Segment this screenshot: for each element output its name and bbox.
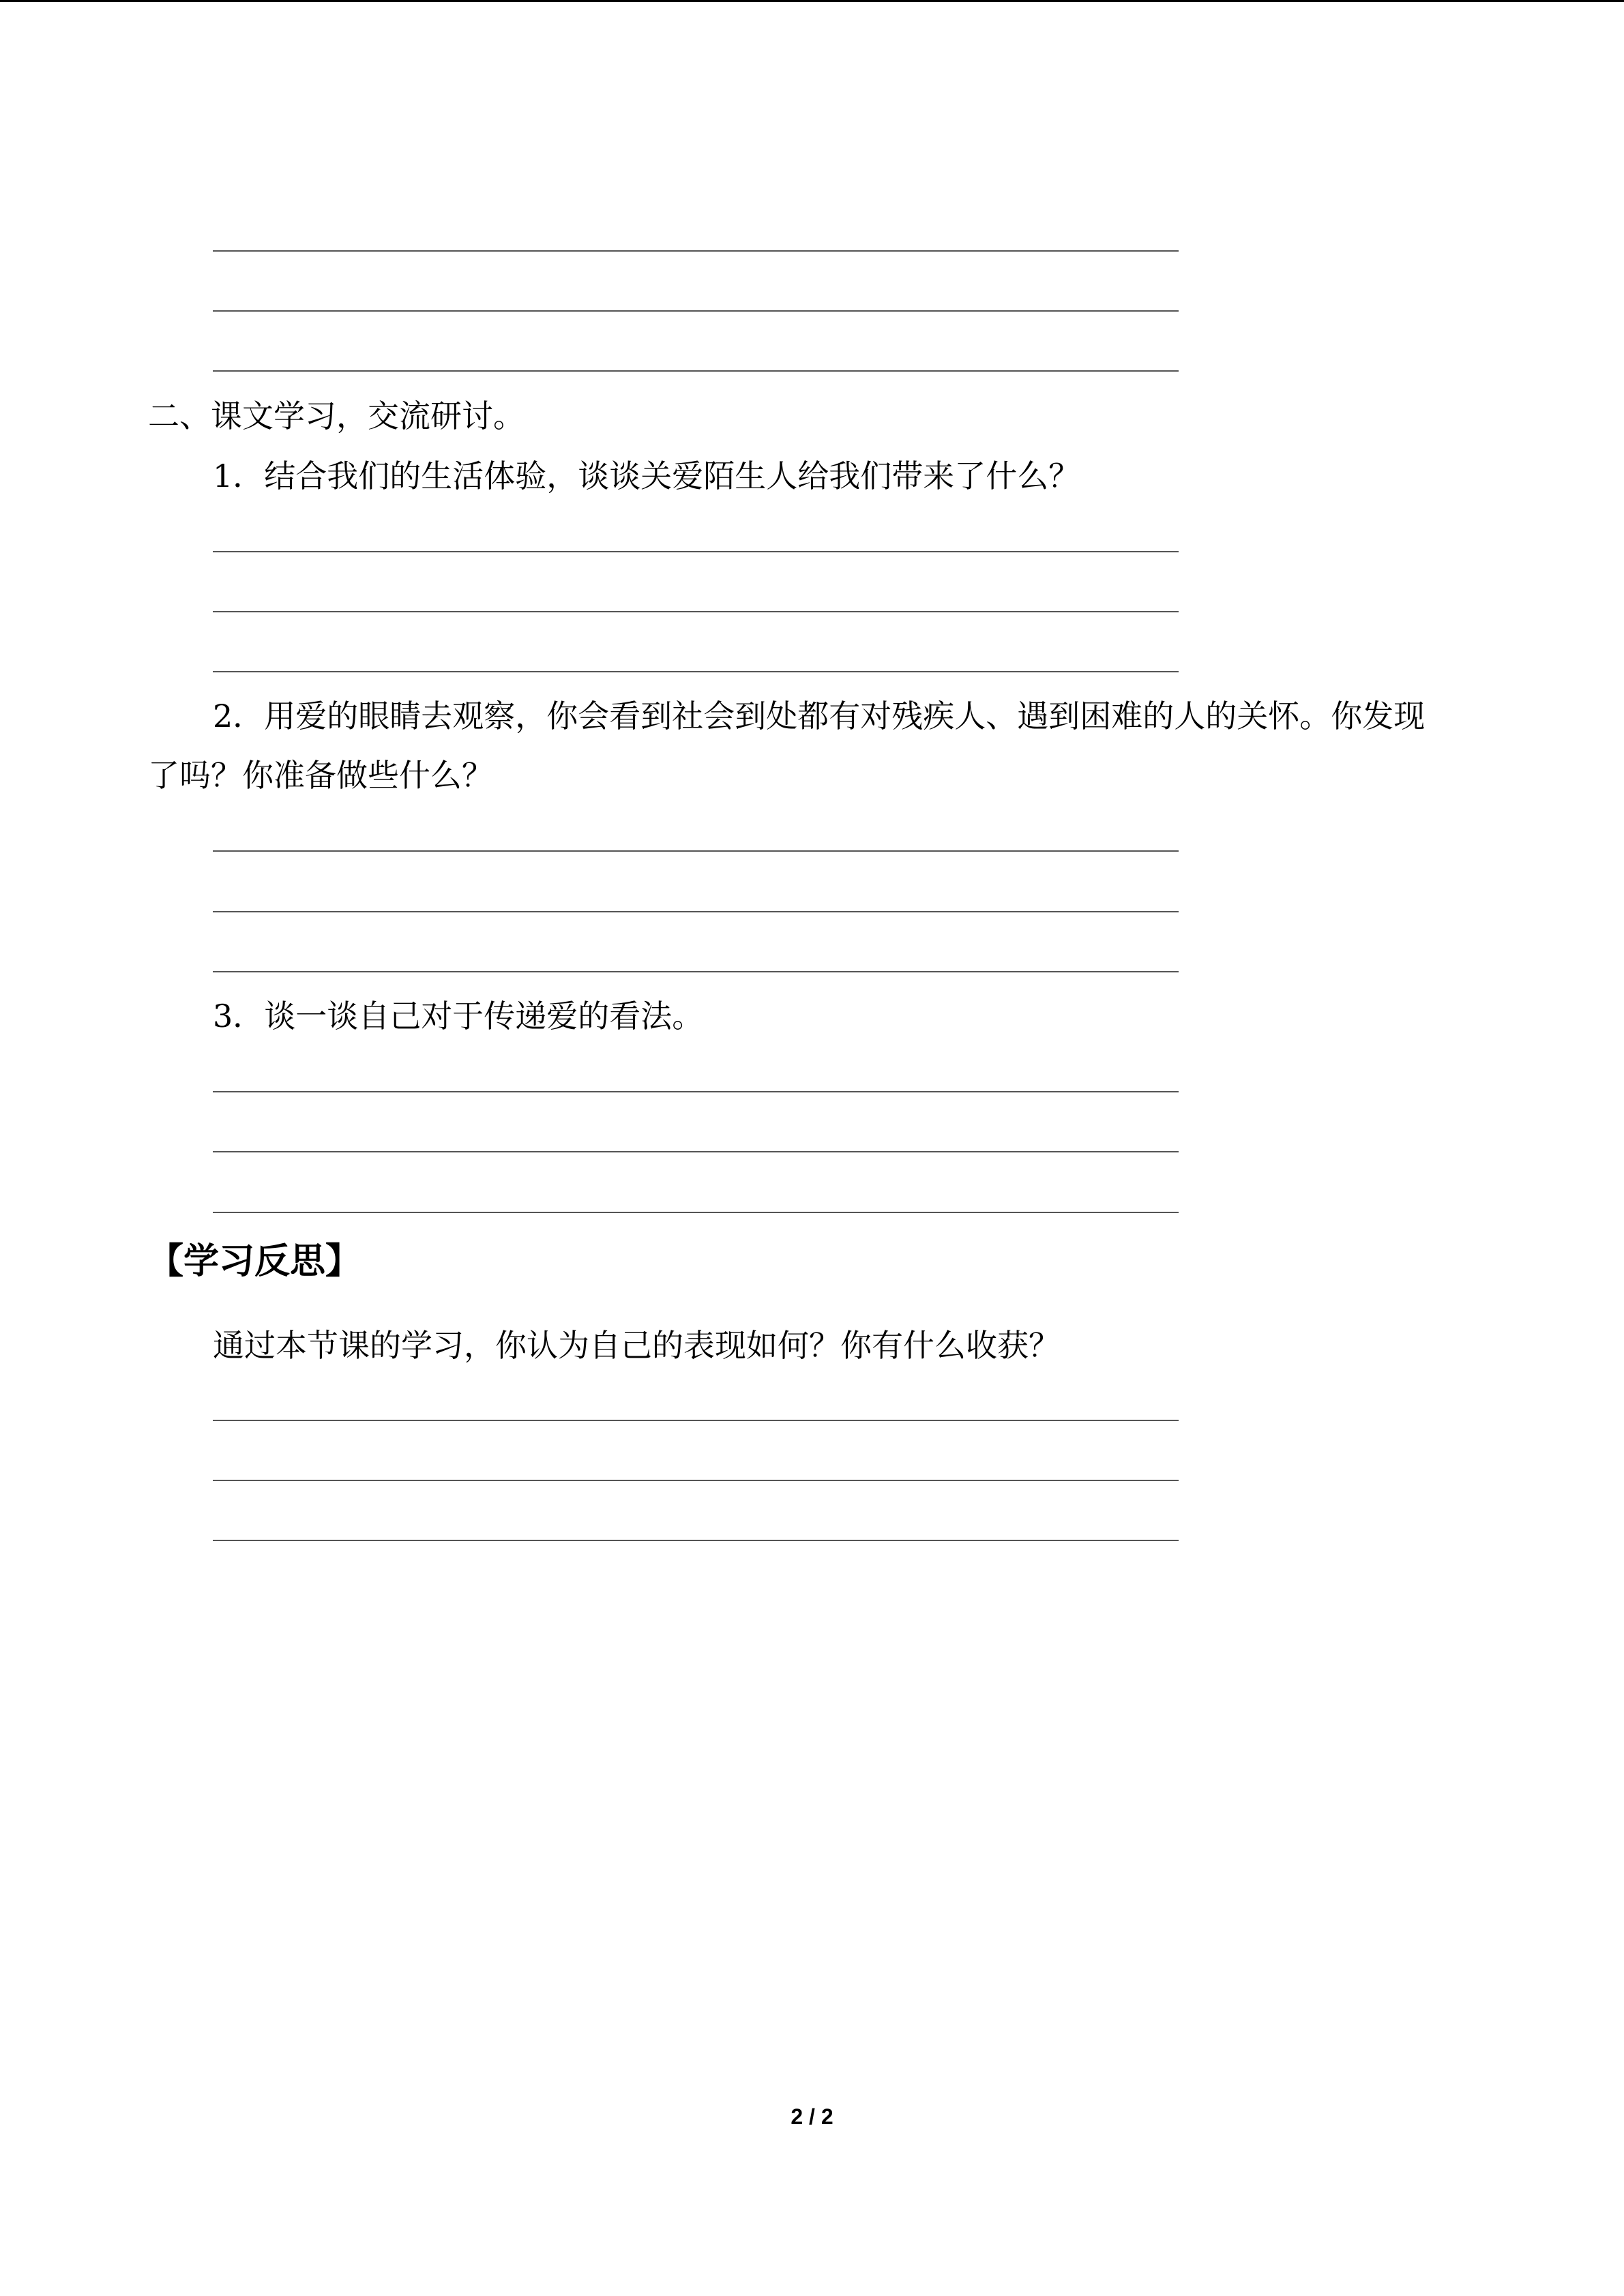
answer-line-q3[interactable] [213, 1212, 1179, 1213]
answer-line[interactable] [213, 250, 1179, 252]
answer-line-reflection[interactable] [213, 1540, 1179, 1541]
answer-line-q2[interactable] [213, 971, 1179, 972]
answer-line-q3[interactable] [213, 1091, 1179, 1092]
answer-line-q1[interactable] [213, 611, 1179, 612]
answer-line-q2[interactable] [213, 911, 1179, 912]
answer-line[interactable] [213, 370, 1179, 372]
question-2-line-1: 2．用爱的眼睛去观察，你会看到社会到处都有对残疾人、遇到困难的人的关怀。你发现 [213, 698, 1426, 734]
answer-line-q1[interactable] [213, 551, 1179, 552]
section-two-title: 二、课文学习，交流研讨。 [148, 398, 525, 434]
answer-line-q1[interactable] [213, 671, 1179, 672]
reflection-heading: 【学习反思】 [148, 1241, 361, 1282]
reflection-prompt: 通过本节课的学习，你认为自己的表现如何？你有什么收获？ [213, 1327, 1060, 1364]
page-top-border [0, 0, 1624, 2]
answer-line-q3[interactable] [213, 1151, 1179, 1152]
answer-line-reflection[interactable] [213, 1420, 1179, 1421]
page-number: 2 / 2 [791, 2104, 833, 2129]
question-1: 1．结合我们的生活体验，谈谈关爱陌生人给我们带来了什么？ [213, 458, 1080, 494]
answer-line-q2[interactable] [213, 850, 1179, 852]
question-3: 3．谈一谈自己对于传递爱的看法。 [213, 998, 704, 1034]
question-2-line-2: 了吗？你准备做些什么？ [148, 757, 493, 794]
answer-line-reflection[interactable] [213, 1480, 1179, 1481]
answer-line[interactable] [213, 310, 1179, 312]
